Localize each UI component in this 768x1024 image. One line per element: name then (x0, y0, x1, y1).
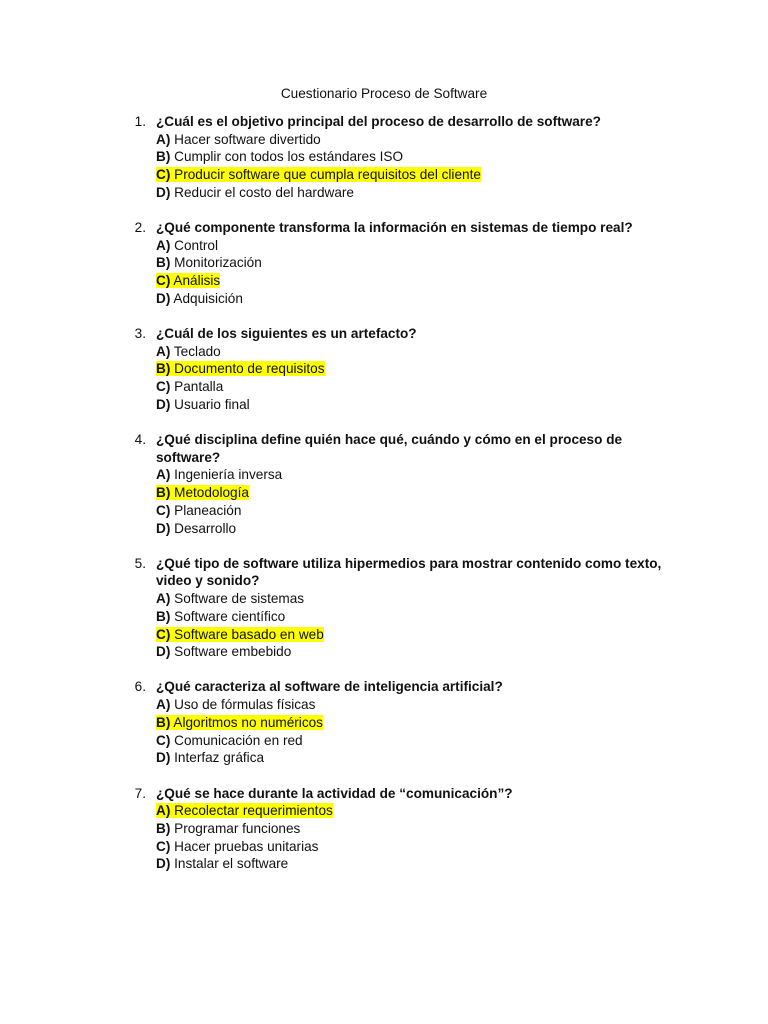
question-text: ¿Cuál es el objetivo principal del proceso de desarrollo de software? (156, 114, 601, 129)
option-letter: B) (156, 255, 171, 271)
answer-option-highlighted (156, 802, 676, 820)
option-text: Software de sistemas (174, 591, 305, 607)
option-letter: C) (156, 502, 171, 518)
option-letter: A) (156, 591, 171, 607)
answer-content (156, 609, 285, 624)
document-title: Cuestionario Proceso de Software (280, 86, 488, 101)
option-letter: C) (156, 626, 171, 642)
answer-option (156, 148, 676, 166)
question-body (156, 785, 676, 874)
answer-option (156, 466, 676, 484)
answer-content (156, 132, 321, 147)
option-letter: D) (156, 184, 171, 200)
option-text: Programar funciones (174, 820, 301, 836)
answer-content (156, 467, 282, 482)
option-letter: C) (156, 167, 171, 183)
answer-content (156, 521, 236, 536)
answer-content (156, 397, 250, 412)
option-text: Análisis (173, 273, 221, 289)
answer-highlight (156, 361, 325, 376)
question-item (0, 555, 768, 661)
question-item (0, 785, 768, 874)
answer-content (156, 379, 223, 394)
option-letter: B) (156, 361, 171, 377)
option-text: Software científico (174, 608, 286, 624)
answer-option-highlighted (156, 272, 676, 290)
option-letter: B) (156, 820, 171, 836)
answer-option (156, 820, 676, 838)
answer-option (156, 749, 676, 767)
question-item (0, 113, 768, 202)
question-number: 2. (134, 220, 146, 236)
option-letter: B) (156, 714, 171, 730)
answer-highlight (156, 485, 249, 500)
option-text: Pantalla (174, 379, 224, 395)
question-number: 7. (134, 785, 146, 801)
question-list (0, 113, 768, 891)
option-text: Software basado en web (174, 626, 324, 642)
option-letter: D) (156, 290, 171, 306)
question-number: 4. (134, 432, 146, 448)
answer-option (156, 184, 676, 202)
question-body (156, 113, 676, 202)
answer-content (156, 291, 243, 306)
option-letter: C) (156, 838, 171, 854)
answer-content (156, 503, 241, 518)
option-letter: A) (156, 131, 171, 147)
option-letter: D) (156, 750, 171, 766)
option-text: Usuario final (174, 396, 250, 412)
answer-option (156, 838, 676, 856)
option-letter: C) (156, 379, 171, 395)
question-body (156, 431, 676, 537)
question-number: 1. (134, 114, 146, 129)
answer-content (156, 591, 304, 606)
answer-highlight (156, 715, 323, 730)
option-text: Recolectar requerimientos (174, 803, 333, 819)
option-letter: B) (156, 149, 171, 165)
option-text: Comunicación en red (174, 732, 303, 748)
option-text: Hacer pruebas unitarias (174, 838, 319, 854)
option-text: Teclado (173, 343, 221, 359)
answer-option-highlighted (156, 714, 676, 732)
option-text: Control (174, 237, 218, 253)
question-item (0, 325, 768, 414)
question-text: ¿Qué componente transforma la información en sistemas de tiempo real? (156, 220, 633, 236)
option-letter: D) (156, 520, 171, 536)
option-text: Algoritmos no numéricos (173, 714, 323, 730)
question-text: ¿Cuál de los siguientes es un artefacto? (156, 326, 417, 342)
answer-option (156, 378, 676, 396)
option-letter: C) (156, 732, 171, 748)
answer-content (156, 644, 291, 659)
option-letter: A) (156, 697, 171, 713)
answer-content (156, 839, 318, 854)
option-text: Producir software que cumpla requisitos del cliente (174, 167, 481, 183)
option-text: Uso de fórmulas físicas (174, 697, 316, 713)
question-body (156, 555, 676, 661)
option-text: Planeación (174, 502, 242, 518)
option-text: Reducir el costo del hardware (174, 184, 354, 200)
answer-option (156, 855, 676, 873)
answer-option (156, 643, 676, 661)
option-letter: C) (156, 273, 171, 289)
answer-option (156, 608, 676, 626)
option-letter: B) (156, 485, 171, 501)
answer-highlight (156, 167, 481, 182)
option-text: Software embebido (174, 644, 292, 660)
option-letter: D) (156, 644, 171, 660)
option-text: Instalar el software (174, 856, 289, 872)
answer-content (156, 344, 221, 359)
question-number: 3. (134, 326, 146, 342)
answer-option-highlighted (156, 484, 676, 502)
option-letter: A) (156, 803, 171, 819)
option-text: Documento de requisitos (174, 361, 325, 377)
option-text: Ingeniería inversa (174, 467, 283, 483)
answer-content (156, 185, 354, 200)
answer-option (156, 502, 676, 520)
answer-content (156, 821, 300, 836)
answer-highlight (156, 273, 220, 288)
option-letter: A) (156, 237, 171, 253)
option-letter: A) (156, 467, 171, 483)
question-item (0, 431, 768, 537)
option-letter: A) (156, 343, 171, 359)
answer-highlight (156, 627, 324, 642)
question-item (0, 219, 768, 308)
option-text: Adquisición (173, 290, 243, 306)
option-letter: D) (156, 396, 171, 412)
question-body (156, 219, 676, 308)
answer-content (156, 697, 315, 712)
question-text: ¿Qué disciplina define quién hace qué, cuándo y cómo en el proceso de software? (156, 432, 623, 465)
option-text: Metodología (174, 485, 249, 501)
question-body (156, 678, 676, 767)
answer-content (156, 750, 264, 765)
option-text: Cumplir con todos los estándares ISO (174, 149, 404, 165)
answer-option (156, 131, 676, 149)
question-item (0, 678, 768, 767)
answer-content (156, 733, 303, 748)
option-text: Monitorización (174, 255, 262, 271)
answer-option (156, 254, 676, 272)
answer-option (156, 343, 676, 361)
answer-option (156, 590, 676, 608)
answer-option (156, 732, 676, 750)
question-text: ¿Qué se hace durante la actividad de “comunicación”? (156, 785, 513, 801)
option-letter: D) (156, 856, 171, 872)
option-letter: B) (156, 608, 171, 624)
answer-option (156, 396, 676, 414)
question-body (156, 325, 676, 414)
option-text: Desarrollo (174, 520, 237, 536)
option-text: Hacer software divertido (174, 131, 321, 147)
answer-content (156, 238, 218, 253)
answer-option-highlighted (156, 626, 676, 644)
answer-option (156, 520, 676, 538)
question-text: ¿Qué tipo de software utiliza hipermedios para mostrar contenido como texto, video y sonido? (156, 555, 662, 589)
answer-option (156, 696, 676, 714)
option-text: Interfaz gráfica (174, 750, 265, 766)
answer-option-highlighted (156, 360, 676, 378)
answer-option-highlighted (156, 166, 676, 184)
answer-content (156, 255, 262, 270)
question-text: ¿Qué caracteriza al software de inteligencia artificial? (156, 679, 503, 695)
answer-highlight (156, 803, 333, 818)
answer-content (156, 149, 403, 164)
question-number: 5. (134, 555, 146, 571)
answer-option (156, 237, 676, 255)
question-number: 6. (134, 679, 146, 695)
answer-content (156, 856, 288, 871)
answer-option (156, 290, 676, 308)
